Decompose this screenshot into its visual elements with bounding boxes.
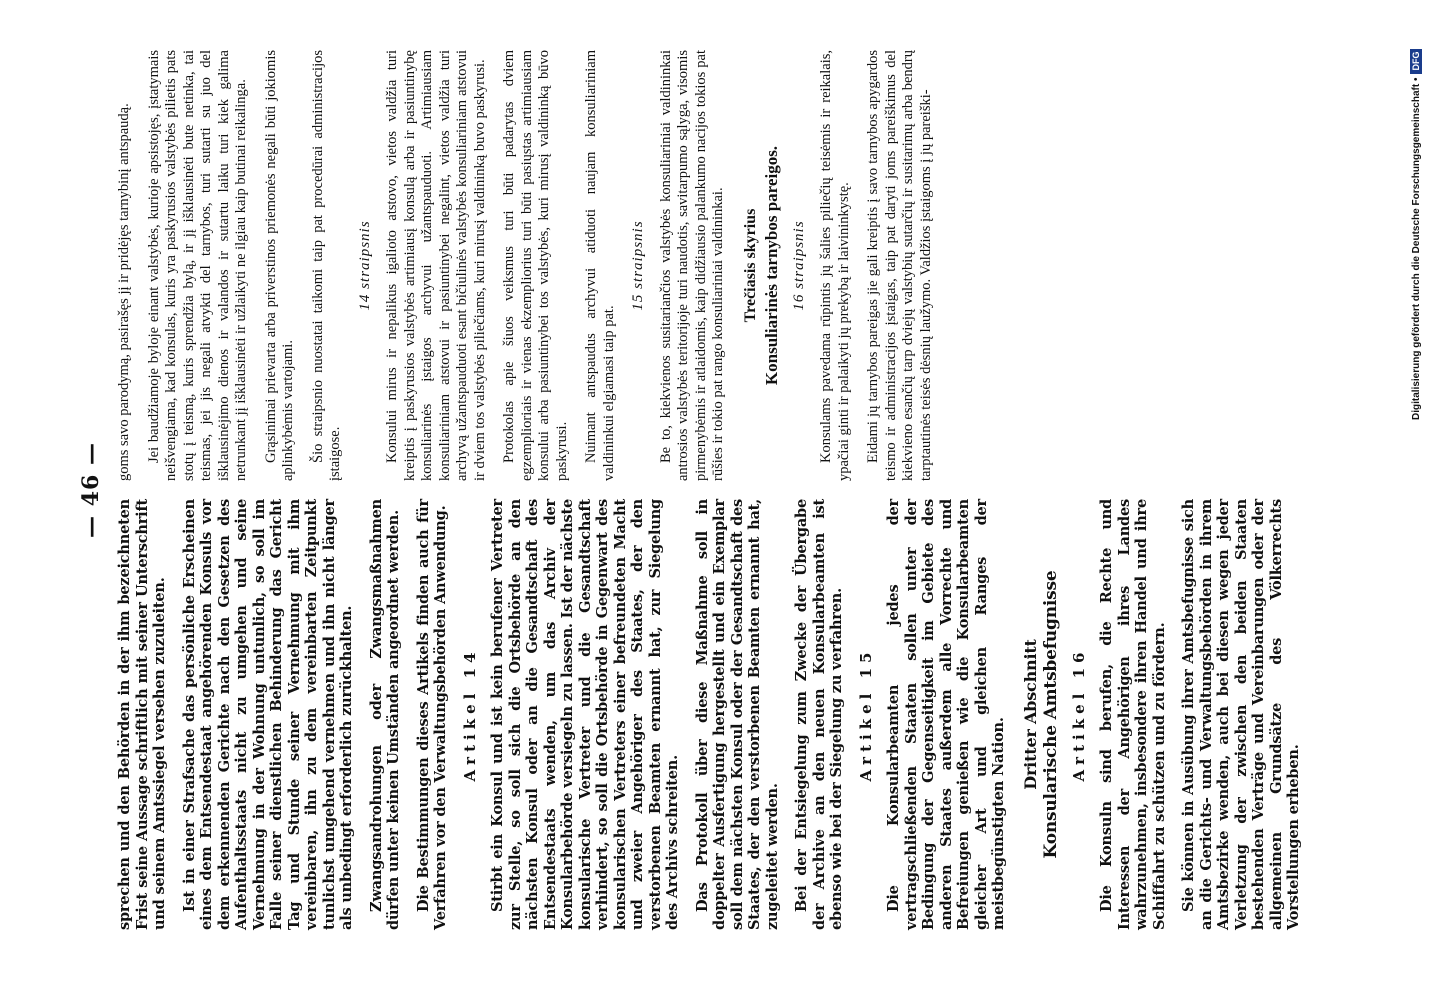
- lithuanian-column: [116, 50, 1258, 481]
- german-paragraph: Ist in einer Strafsache das persönliche Erscheinen eines dem Entsendestaat angehörenden Konsuls vor dem erkennenden Gerichte nach den Gesetzen des Aufenthaltsstaats nicht zu umgehen und seine Vernehmung in der Wohnung untunlich, so soll im Falle seiner dienstlichen Behinderung das Gericht Tag und Stunde seiner Vernehmung mit ihm vereinbaren, ihn zu dem vereinbarten Zeitpunkt tunlichst umgehend vernehmen und ihn nicht länger als unbedingt erforderlich zurückhalten.: [180, 499, 355, 930]
- lithuanian-paragraph: Jei baudžiamoje byloje einant valstybės, kurioje apsistojęs, įstatymais neišvengiama, kad konsulas, kuris yra paskyrusios valstybės pilietis pats stotų į teismą, kuris sprendžia bylą, ir jį išklausinėti bute netinka, tai teismas, jei jis negali atvykti del tarnybos, turi sutarti su juo del išklausinėjimo dienos ir valandos ir sutartu laiku turi kiek galima netrunkant jį išklausinėti ir užlaikyti ne ilgiau kaip butinai reikalinga.: [145, 50, 249, 481]
- lithuanian-paragraph: Šio straipsnio nuostatai taikomi taip pat procedūrai administracijos įstaigose.: [309, 50, 343, 481]
- lithuanian-paragraph: Nuimant antspaudus archyvui atiduoti naujam konsuliariniam valdininkui elgiamasi taip pat.: [583, 50, 617, 481]
- german-paragraph: Sie können in Ausübung ihrer Amtsbefugnisse sich an die Gerichts- und Verwaltungsbehörden in ihrem Amtsbezirke wenden, auch bei diesen wegen jeder Verletzung der zwischen den beiden Staaten bestehenden Verträge und Vereinbarungen oder der allgemeinen Grundsätze des Völkerrechts Vorstellungen erheben.: [1180, 499, 1302, 930]
- german-paragraph: sprechen und den Behörden in der ihm bezeichneten Frist seine Aussage schriftlich mit seiner Unterschrift und seinem Amtssiegel versehen zuzuleiten.: [116, 499, 168, 930]
- lithuanian-paragraph: Konsului mirus ir nepalikus igalioto atstovo, vietos valdžia turi kreiptis į paskyrusios valstybės artimiausį konsulą arba ir pasiuntinybę konsuliarinės įstaigos archyvui užantspauduoti. Artimiausiam konsuliariniam atstovui ir pasiuntinybei negalint, vietos valdžia turi archyvą užantspauduoti esant bičiulinės valstybės konsuliariniam atstovui ir dviem tos valstybės piliečiams, kuri mirusį valdininką buvo paskyrusi.: [384, 50, 488, 481]
- page-number: — 46 —: [78, 442, 104, 538]
- lithuanian-section-title: Trečiasis skyrius: [741, 208, 759, 323]
- german-paragraph: Die Konsuln sind berufen, die Rechte und Interessen der Angehörigen ihres Landes wahrzunehmen, insbesondere ihren Handel und ihre Schiffahrt zu schützen und zu fördern.: [1098, 499, 1168, 930]
- digitization-credit: [1406, 4, 1428, 424]
- lithuanian-article-15-heading: 15 straipsnis: [630, 220, 646, 311]
- german-column: [116, 499, 1302, 930]
- german-article-14-heading: Artikel 14: [460, 647, 479, 782]
- german-paragraph: Bei der Entsiegelung zum Zwecke der Übergabe der Archive an den neuen Konsularbeamten ist ebenso wie bei der Siegelung zu verfahren.: [793, 499, 845, 930]
- german-section-subtitle: Konsularische Amtsbefugnisse: [1041, 570, 1061, 859]
- lithuanian-paragraph: Protokolas apie šiuos veiksmus turi būti padarytas dviem egzemplioriais ir vienas ekzempliorius turi būti pasiųstas artimiausiam konsului arba pasiuntinybei tos valstybės, kuri mirusį valdininką būvo paskyrusi.: [501, 50, 570, 481]
- credit-line: [1406, 0, 1426, 420]
- german-paragraph: Zwangsandrohungen oder Zwangsmaßnahmen dürfen unter keinen Umständen angeordnet werden.: [367, 499, 402, 930]
- german-article-16-heading: Artikel 16: [1069, 647, 1088, 782]
- german-paragraph: Die Bestimmungen dieses Artikels finden auch für Verfahren vor den Verwaltungsbehörden Anwendung.: [414, 499, 449, 930]
- lithuanian-paragraph: Grąsinimai prievarta arba priverstinos priemonės negali būti jokiomis aplinkybėmis vartojami.: [262, 50, 296, 481]
- lithuanian-paragraph: Be to, kiekvienos susitariančios valstybės konsuliariniai valdininkai antrosios valstybės teritorijoje turi naudotis, savitarpumo sąlyga, visomis pirmenybėmis ir atlaidomis, kaip didžiausio palankumo nacijos tokios pat rūšies ir tokio pat rango konsuliariniai valdininkai.: [657, 50, 726, 481]
- german-paragraph: Stirbt ein Konsul und ist kein berufener Vertreter zur Stelle, so soll sich die Ortsbehörde an den nächsten Konsul oder an die Gesandtschaft des Entsendestaats wenden, um das Archiv der Konsularbehörde versiegeln zu lassen. Ist der nächste konsularische Vertreter und die Gesandtschaft verhindert, so soll die Ortsbehörde in Gegenwart des konsularischen Vertreters einer befreundeten Macht und zweier Angehöriger des Staates, der den verstorbenen Beamten ernannt hat, zur Siegelung des Archivs schreiten.: [489, 499, 681, 930]
- german-paragraph: Das Protokoll über diese Maßnahme soll in doppelter Ausfertigung hergestellt und ein Exemplar soll dem nächsten Konsul oder der Gesandtschaft des Staates, der den verstorbenen Beamten ernannt hat, zugeleitet werden.: [693, 499, 781, 930]
- lithuanian-article-16-heading: 16 straipsnis: [790, 220, 807, 311]
- german-section-title: Dritter Abschnitt: [1020, 639, 1040, 790]
- german-article-15-heading: Artikel 15: [856, 647, 875, 782]
- lithuanian-paragraph: Konsulams pavedama rūpintis jų šalies piliečių teisėmis ir reikalais, ypačiai ginti ir palaikyti jų prekybą ir laivininkystę.: [818, 50, 852, 481]
- rotated-document-page: [78, 50, 1302, 930]
- dfg-logo: DFG: [1410, 49, 1422, 74]
- bilingual-columns: [116, 50, 1302, 930]
- credit-text: Digitalisierung gefördert durch die Deutsche Forschungsgemeinschaft •: [1410, 77, 1422, 420]
- lithuanian-section-subtitle: Konsuliarinės tarnybos pareigos.: [762, 145, 781, 386]
- lithuanian-paragraph: goms savo parodymą, pasirašęs jį ir pridėjęs tarnybinį antspaudą.: [116, 103, 132, 481]
- german-paragraph: Die Konsularbeamten jedes der vertragschließenden Staaten sollen unter der Bedingung der Gegenseitigkeit im Gebiete des anderen Staates außerdem alle Vorrechte und Befreiungen genießen wie die Konsularbeamten gleicher Art und gleichen Ranges der meistbegünstigten Nation.: [885, 499, 1007, 930]
- lithuanian-paragraph: Eidami jų tarnybos pareigas jie gali kreiptis į savo tarnybos apygardos teismo ir administracijos įstaigas, taip pat daryti joms pareiškimus del kiekvieno esančių tarp dviejų valstybių sutarčių ir susitarimų arba bendrų tarptautinės teisės dėsnių laužymo. Valdžios įstaigoms į jų pareiški-: [865, 50, 934, 481]
- lithuanian-article-14-heading: 14 straipsnis: [356, 220, 373, 311]
